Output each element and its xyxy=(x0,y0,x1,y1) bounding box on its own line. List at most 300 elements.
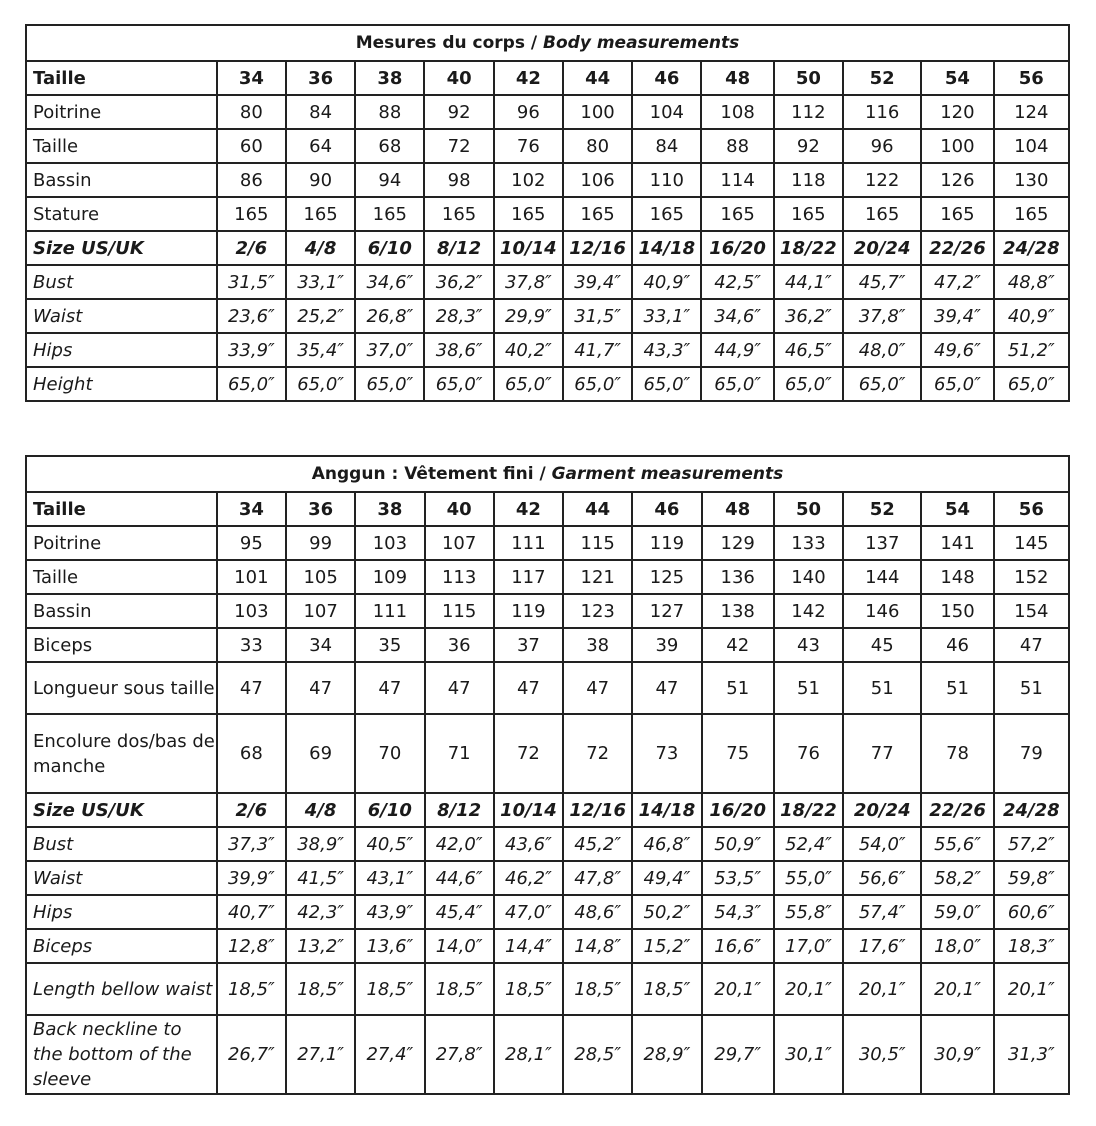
row-label: Waist xyxy=(26,299,217,333)
size-header-cell: 46 xyxy=(632,492,701,526)
value-cell: 51 xyxy=(921,662,993,714)
value-cell: 43,9″ xyxy=(355,895,424,929)
size-header-cell: 52 xyxy=(843,492,921,526)
imperial-row xyxy=(26,827,1069,861)
value-cell: 96 xyxy=(843,129,921,163)
value-cell: 28,5″ xyxy=(563,1015,632,1094)
value-cell: 43,6″ xyxy=(494,827,563,861)
value-cell: 28,3″ xyxy=(424,299,493,333)
us-size-cell: 8/12 xyxy=(425,793,494,827)
value-cell: 34,6″ xyxy=(355,265,424,299)
value-cell: 26,7″ xyxy=(217,1015,286,1094)
us-size-cell: 14/18 xyxy=(632,231,701,265)
value-cell: 49,6″ xyxy=(921,333,993,367)
imperial-row xyxy=(26,929,1069,963)
value-cell: 100 xyxy=(563,95,632,129)
value-cell: 16,6″ xyxy=(702,929,774,963)
table-title-row xyxy=(26,456,1069,492)
value-cell: 165 xyxy=(921,197,993,231)
us-size-cell: 2/6 xyxy=(217,231,286,265)
table-title xyxy=(26,25,1069,61)
value-cell: 45,7″ xyxy=(843,265,921,299)
value-cell: 94 xyxy=(355,163,424,197)
value-cell: 35,4″ xyxy=(286,333,355,367)
value-cell: 43 xyxy=(774,628,843,662)
value-cell: 20,1″ xyxy=(702,963,774,1015)
us-size-cell: 20/24 xyxy=(843,231,921,265)
value-cell: 111 xyxy=(494,526,563,560)
value-cell: 110 xyxy=(632,163,701,197)
value-cell: 30,1″ xyxy=(774,1015,843,1094)
value-cell: 65,0″ xyxy=(217,367,286,401)
value-cell: 50,2″ xyxy=(632,895,701,929)
value-cell: 60,6″ xyxy=(994,895,1069,929)
row-label: Taille xyxy=(26,560,217,594)
value-cell: 165 xyxy=(774,197,843,231)
value-cell: 54,3″ xyxy=(702,895,774,929)
value-cell: 112 xyxy=(774,95,843,129)
value-cell: 120 xyxy=(921,95,993,129)
value-cell: 72 xyxy=(424,129,493,163)
value-cell: 45,2″ xyxy=(563,827,632,861)
value-cell: 37,3″ xyxy=(217,827,286,861)
value-cell: 111 xyxy=(355,594,424,628)
value-cell: 84 xyxy=(632,129,701,163)
value-cell: 125 xyxy=(632,560,701,594)
value-cell: 123 xyxy=(563,594,632,628)
size-header-cell: 42 xyxy=(494,492,563,526)
row-label: Taille xyxy=(26,129,217,163)
value-cell: 39,4″ xyxy=(921,299,993,333)
value-cell: 26,8″ xyxy=(355,299,424,333)
size-header-cell: 40 xyxy=(424,61,493,95)
value-cell: 165 xyxy=(701,197,773,231)
size-header-row xyxy=(26,61,1069,95)
value-cell: 47 xyxy=(217,662,286,714)
value-cell: 18,5″ xyxy=(494,963,563,1015)
value-cell: 38 xyxy=(563,628,632,662)
table-title-fr: Anggun : Vêtement fini / xyxy=(311,464,552,484)
value-cell: 52,4″ xyxy=(774,827,843,861)
value-cell: 165 xyxy=(632,197,701,231)
value-cell: 41,7″ xyxy=(563,333,632,367)
value-cell: 154 xyxy=(994,594,1069,628)
value-cell: 96 xyxy=(494,95,563,129)
value-cell: 30,5″ xyxy=(843,1015,921,1094)
value-cell: 105 xyxy=(286,560,355,594)
value-cell: 142 xyxy=(774,594,843,628)
value-cell: 56,6″ xyxy=(843,861,921,895)
value-cell: 140 xyxy=(774,560,843,594)
value-cell: 99 xyxy=(286,526,355,560)
value-cell: 18,5″ xyxy=(425,963,494,1015)
value-cell: 165 xyxy=(563,197,632,231)
value-cell: 20,1″ xyxy=(994,963,1069,1015)
value-cell: 80 xyxy=(563,129,632,163)
value-cell: 165 xyxy=(843,197,921,231)
us-size-cell: 18/22 xyxy=(774,793,843,827)
imperial-row xyxy=(26,333,1069,367)
size-header-cell: 50 xyxy=(774,61,843,95)
value-cell: 28,9″ xyxy=(632,1015,701,1094)
value-cell: 20,1″ xyxy=(921,963,993,1015)
size-header-cell: 44 xyxy=(563,492,632,526)
value-cell: 64 xyxy=(286,129,355,163)
value-cell: 36 xyxy=(425,628,494,662)
us-size-header-row xyxy=(26,231,1069,265)
us-size-cell: 20/24 xyxy=(843,793,921,827)
value-cell: 129 xyxy=(702,526,774,560)
size-header-cell: 54 xyxy=(921,61,993,95)
row-label: Back neckline to the bottom of the sleeve xyxy=(26,1015,217,1094)
value-cell: 115 xyxy=(425,594,494,628)
value-cell: 65,0″ xyxy=(355,367,424,401)
value-cell: 50,9″ xyxy=(702,827,774,861)
value-cell: 20,1″ xyxy=(843,963,921,1015)
measurement-row xyxy=(26,526,1069,560)
measurement-row xyxy=(26,129,1069,163)
value-cell: 37,8″ xyxy=(494,265,563,299)
value-cell: 54,0″ xyxy=(843,827,921,861)
row-label: Waist xyxy=(26,861,217,895)
value-cell: 92 xyxy=(774,129,843,163)
us-size-cell: 18/22 xyxy=(774,231,843,265)
value-cell: 40,7″ xyxy=(217,895,286,929)
value-cell: 77 xyxy=(843,714,921,793)
value-cell: 124 xyxy=(994,95,1069,129)
row-label: Poitrine xyxy=(26,95,217,129)
us-size-cell: 6/10 xyxy=(355,793,424,827)
value-cell: 65,0″ xyxy=(424,367,493,401)
value-cell: 141 xyxy=(921,526,993,560)
us-size-cell: 24/28 xyxy=(994,231,1069,265)
value-cell: 55,6″ xyxy=(921,827,993,861)
value-cell: 38,6″ xyxy=(424,333,493,367)
imperial-row xyxy=(26,963,1069,1015)
size-header-cell: 44 xyxy=(563,61,632,95)
row-label: Bust xyxy=(26,827,217,861)
value-cell: 55,0″ xyxy=(774,861,843,895)
value-cell: 42 xyxy=(702,628,774,662)
value-cell: 51,2″ xyxy=(994,333,1069,367)
measurement-row xyxy=(26,662,1069,714)
value-cell: 39,9″ xyxy=(217,861,286,895)
value-cell: 86 xyxy=(217,163,286,197)
value-cell: 88 xyxy=(355,95,424,129)
row-label: Bust xyxy=(26,265,217,299)
row-label: Height xyxy=(26,367,217,401)
value-cell: 114 xyxy=(701,163,773,197)
value-cell: 55,8″ xyxy=(774,895,843,929)
value-cell: 27,8″ xyxy=(425,1015,494,1094)
value-cell: 88 xyxy=(701,129,773,163)
value-cell: 47,2″ xyxy=(921,265,993,299)
value-cell: 90 xyxy=(286,163,355,197)
us-size-cell: 22/26 xyxy=(921,231,993,265)
value-cell: 18,5″ xyxy=(217,963,286,1015)
value-cell: 48,0″ xyxy=(843,333,921,367)
value-cell: 41,5″ xyxy=(286,861,355,895)
row-label: Biceps xyxy=(26,929,217,963)
value-cell: 40,2″ xyxy=(494,333,563,367)
us-size-cell: 4/8 xyxy=(286,793,355,827)
us-size-cell: 8/12 xyxy=(424,231,493,265)
value-cell: 126 xyxy=(921,163,993,197)
value-cell: 40,5″ xyxy=(355,827,424,861)
value-cell: 102 xyxy=(494,163,563,197)
size-header-cell: 42 xyxy=(494,61,563,95)
value-cell: 31,5″ xyxy=(563,299,632,333)
us-size-cell: 2/6 xyxy=(217,793,286,827)
value-cell: 117 xyxy=(494,560,563,594)
us-header-label: Size US/UK xyxy=(26,231,217,265)
size-header-cell: 34 xyxy=(217,492,286,526)
value-cell: 33,9″ xyxy=(217,333,286,367)
value-cell: 48,8″ xyxy=(994,265,1069,299)
value-cell: 165 xyxy=(494,197,563,231)
value-cell: 13,6″ xyxy=(355,929,424,963)
value-cell: 130 xyxy=(994,163,1069,197)
value-cell: 152 xyxy=(994,560,1069,594)
value-cell: 46,2″ xyxy=(494,861,563,895)
value-cell: 58,2″ xyxy=(921,861,993,895)
measurement-row xyxy=(26,594,1069,628)
value-cell: 59,8″ xyxy=(994,861,1069,895)
size-header-cell: 48 xyxy=(701,61,773,95)
value-cell: 65,0″ xyxy=(563,367,632,401)
value-cell: 115 xyxy=(563,526,632,560)
body-measurements-table xyxy=(25,24,1070,402)
value-cell: 119 xyxy=(494,594,563,628)
value-cell: 46,5″ xyxy=(774,333,843,367)
value-cell: 33,1″ xyxy=(632,299,701,333)
imperial-row xyxy=(26,895,1069,929)
value-cell: 95 xyxy=(217,526,286,560)
value-cell: 48,6″ xyxy=(563,895,632,929)
header-label: Taille xyxy=(26,492,217,526)
value-cell: 46,8″ xyxy=(632,827,701,861)
imperial-row xyxy=(26,299,1069,333)
value-cell: 31,5″ xyxy=(217,265,286,299)
value-cell: 121 xyxy=(563,560,632,594)
value-cell: 109 xyxy=(355,560,424,594)
us-size-cell: 14/18 xyxy=(632,793,701,827)
value-cell: 34 xyxy=(286,628,355,662)
value-cell: 165 xyxy=(994,197,1069,231)
size-header-row xyxy=(26,492,1069,526)
value-cell: 65,0″ xyxy=(994,367,1069,401)
value-cell: 68 xyxy=(217,714,286,793)
value-cell: 14,4″ xyxy=(494,929,563,963)
value-cell: 103 xyxy=(217,594,286,628)
value-cell: 42,0″ xyxy=(425,827,494,861)
value-cell: 108 xyxy=(701,95,773,129)
value-cell: 14,8″ xyxy=(563,929,632,963)
us-size-cell: 4/8 xyxy=(286,231,355,265)
value-cell: 47 xyxy=(355,662,424,714)
value-cell: 165 xyxy=(286,197,355,231)
value-cell: 65,0″ xyxy=(286,367,355,401)
size-header-cell: 56 xyxy=(994,61,1069,95)
value-cell: 45,4″ xyxy=(425,895,494,929)
size-header-cell: 36 xyxy=(286,492,355,526)
value-cell: 165 xyxy=(424,197,493,231)
value-cell: 18,5″ xyxy=(286,963,355,1015)
row-label: Longueur sous taille xyxy=(26,662,217,714)
us-size-header-row xyxy=(26,793,1069,827)
value-cell: 33,1″ xyxy=(286,265,355,299)
value-cell: 51 xyxy=(702,662,774,714)
us-size-cell: 16/20 xyxy=(701,231,773,265)
value-cell: 138 xyxy=(702,594,774,628)
table-title xyxy=(26,456,1069,492)
value-cell: 28,1″ xyxy=(494,1015,563,1094)
row-label: Hips xyxy=(26,333,217,367)
value-cell: 148 xyxy=(921,560,993,594)
value-cell: 47 xyxy=(494,662,563,714)
value-cell: 37,8″ xyxy=(843,299,921,333)
value-cell: 92 xyxy=(424,95,493,129)
value-cell: 107 xyxy=(286,594,355,628)
measurement-row xyxy=(26,197,1069,231)
value-cell: 36,2″ xyxy=(774,299,843,333)
value-cell: 57,2″ xyxy=(994,827,1069,861)
imperial-row xyxy=(26,861,1069,895)
value-cell: 103 xyxy=(355,526,424,560)
value-cell: 17,6″ xyxy=(843,929,921,963)
value-cell: 98 xyxy=(424,163,493,197)
value-cell: 13,2″ xyxy=(286,929,355,963)
value-cell: 72 xyxy=(563,714,632,793)
us-size-cell: 10/14 xyxy=(494,793,563,827)
row-label: Bassin xyxy=(26,594,217,628)
value-cell: 37,0″ xyxy=(355,333,424,367)
measurement-row xyxy=(26,628,1069,662)
value-cell: 25,2″ xyxy=(286,299,355,333)
value-cell: 65,0″ xyxy=(701,367,773,401)
value-cell: 47 xyxy=(563,662,632,714)
value-cell: 101 xyxy=(217,560,286,594)
value-cell: 119 xyxy=(632,526,701,560)
value-cell: 47,0″ xyxy=(494,895,563,929)
value-cell: 60 xyxy=(217,129,286,163)
measurement-row xyxy=(26,714,1069,793)
value-cell: 44,9″ xyxy=(701,333,773,367)
value-cell: 23,6″ xyxy=(217,299,286,333)
value-cell: 37 xyxy=(494,628,563,662)
value-cell: 59,0″ xyxy=(921,895,993,929)
measurement-row xyxy=(26,560,1069,594)
value-cell: 165 xyxy=(217,197,286,231)
value-cell: 47 xyxy=(632,662,701,714)
value-cell: 65,0″ xyxy=(494,367,563,401)
value-cell: 51 xyxy=(994,662,1069,714)
value-cell: 18,5″ xyxy=(632,963,701,1015)
value-cell: 104 xyxy=(994,129,1069,163)
value-cell: 69 xyxy=(286,714,355,793)
size-header-cell: 34 xyxy=(217,61,286,95)
value-cell: 72 xyxy=(494,714,563,793)
measurement-row xyxy=(26,95,1069,129)
value-cell: 20,1″ xyxy=(774,963,843,1015)
value-cell: 47 xyxy=(425,662,494,714)
value-cell: 113 xyxy=(425,560,494,594)
value-cell: 57,4″ xyxy=(843,895,921,929)
measurement-row xyxy=(26,163,1069,197)
size-header-cell: 40 xyxy=(425,492,494,526)
size-header-cell: 38 xyxy=(355,492,424,526)
size-header-cell: 52 xyxy=(843,61,921,95)
row-label: Poitrine xyxy=(26,526,217,560)
size-header-cell: 38 xyxy=(355,61,424,95)
us-size-cell: 12/16 xyxy=(563,231,632,265)
value-cell: 84 xyxy=(286,95,355,129)
table-title-en: Body measurements xyxy=(543,33,740,53)
table-title-fr: Mesures du corps / xyxy=(355,33,544,53)
value-cell: 45 xyxy=(843,628,921,662)
value-cell: 65,0″ xyxy=(774,367,843,401)
value-cell: 29,7″ xyxy=(702,1015,774,1094)
value-cell: 146 xyxy=(843,594,921,628)
value-cell: 43,3″ xyxy=(632,333,701,367)
body-table-body xyxy=(26,25,1069,401)
value-cell: 104 xyxy=(632,95,701,129)
value-cell: 133 xyxy=(774,526,843,560)
value-cell: 46 xyxy=(921,628,993,662)
size-header-cell: 54 xyxy=(921,492,993,526)
value-cell: 12,8″ xyxy=(217,929,286,963)
value-cell: 34,6″ xyxy=(701,299,773,333)
value-cell: 36,2″ xyxy=(424,265,493,299)
size-header-cell: 46 xyxy=(632,61,701,95)
value-cell: 51 xyxy=(843,662,921,714)
header-label: Taille xyxy=(26,61,217,95)
value-cell: 75 xyxy=(702,714,774,793)
value-cell: 40,9″ xyxy=(994,299,1069,333)
garment-measurements-table xyxy=(25,455,1070,1095)
garment-table-body xyxy=(26,456,1069,1094)
us-header-label: Size US/UK xyxy=(26,793,217,827)
value-cell: 17,0″ xyxy=(774,929,843,963)
value-cell: 106 xyxy=(563,163,632,197)
us-size-cell: 6/10 xyxy=(355,231,424,265)
value-cell: 27,4″ xyxy=(355,1015,424,1094)
size-header-cell: 50 xyxy=(774,492,843,526)
table-title-en: Garment measurements xyxy=(551,464,784,484)
value-cell: 68 xyxy=(355,129,424,163)
value-cell: 14,0″ xyxy=(425,929,494,963)
value-cell: 38,9″ xyxy=(286,827,355,861)
size-header-cell: 56 xyxy=(994,492,1069,526)
value-cell: 42,5″ xyxy=(701,265,773,299)
value-cell: 76 xyxy=(774,714,843,793)
value-cell: 51 xyxy=(774,662,843,714)
value-cell: 31,3″ xyxy=(994,1015,1069,1094)
value-cell: 78 xyxy=(921,714,993,793)
value-cell: 27,1″ xyxy=(286,1015,355,1094)
value-cell: 150 xyxy=(921,594,993,628)
value-cell: 71 xyxy=(425,714,494,793)
value-cell: 73 xyxy=(632,714,701,793)
row-label: Biceps xyxy=(26,628,217,662)
imperial-row xyxy=(26,265,1069,299)
us-size-cell: 22/26 xyxy=(921,793,993,827)
value-cell: 35 xyxy=(355,628,424,662)
value-cell: 47 xyxy=(286,662,355,714)
value-cell: 49,4″ xyxy=(632,861,701,895)
value-cell: 80 xyxy=(217,95,286,129)
imperial-row xyxy=(26,1015,1069,1094)
